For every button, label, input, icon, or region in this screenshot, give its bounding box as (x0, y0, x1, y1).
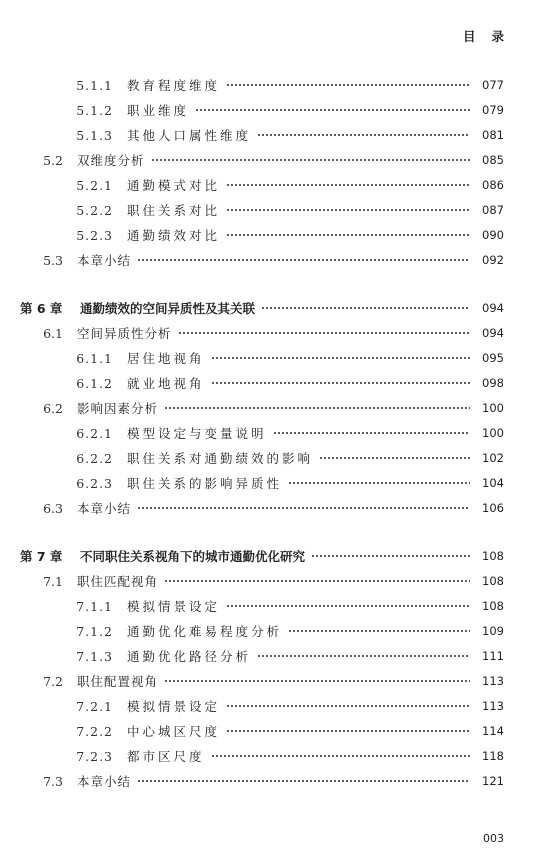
toc-entry-title: 职住配置视角 (77, 674, 159, 689)
page-number: 003 (483, 832, 504, 845)
toc-entry-number: 5.2.2 (76, 202, 113, 218)
toc-subsection-entry[interactable] (0, 621, 544, 641)
dot-leader (226, 208, 470, 212)
dot-leader (226, 704, 470, 708)
toc-entry-number: 7.3 (43, 773, 63, 789)
dot-leader (226, 729, 470, 733)
dot-leader (226, 604, 470, 608)
toc-subsection-entry[interactable] (0, 746, 544, 766)
dot-leader (195, 108, 470, 112)
dot-leader (319, 456, 470, 460)
toc-entry-page: 111 (482, 649, 504, 663)
toc-section-entry[interactable] (0, 323, 544, 343)
page-header-title: 目录 (462, 29, 520, 44)
toc-entry-title: 模型设定与变量说明 (127, 426, 267, 441)
toc-entry-number: 6.2.2 (76, 450, 113, 466)
toc-entry-page: 081 (482, 128, 504, 142)
toc-section-entry[interactable] (0, 671, 544, 691)
toc-entry-page: 100 (482, 426, 504, 440)
toc-entry-page: 098 (482, 376, 504, 390)
toc-subsection-entry[interactable] (0, 596, 544, 616)
dot-leader (226, 233, 470, 237)
toc-subsection-entry[interactable] (0, 200, 544, 220)
toc-entry-number: 5.1.3 (76, 127, 113, 143)
toc-subsection-entry[interactable] (0, 448, 544, 468)
toc-entry-page: 108 (482, 574, 504, 588)
dot-leader (261, 306, 470, 310)
toc-entry-page: 108 (482, 549, 504, 563)
toc-entry-page: 100 (482, 401, 504, 415)
toc-entry-number: 第 6 章 (20, 301, 63, 316)
toc-entry-page: 114 (482, 724, 504, 738)
toc-subsection-entry[interactable] (0, 348, 544, 368)
toc-entry-page: 113 (482, 674, 504, 688)
toc-entry-number: 6.2.1 (76, 425, 113, 441)
toc-entry-title: 职业维度 (127, 103, 190, 118)
toc-entry-page: 092 (482, 253, 504, 267)
toc-entry-number: 7.1.2 (76, 623, 113, 639)
toc-subsection-entry[interactable] (0, 225, 544, 245)
toc-entry-title: 职住关系的影响异质性 (127, 476, 283, 491)
toc-entry-number: 5.2.3 (76, 227, 113, 243)
toc-entry-title: 中心城区尺度 (127, 724, 221, 739)
toc-subsection-entry[interactable] (0, 100, 544, 120)
dot-leader (226, 183, 470, 187)
toc-chapter-entry[interactable] (0, 546, 544, 566)
dot-leader (178, 331, 470, 335)
toc-entry-number: 7.1.3 (76, 648, 113, 664)
toc-entry-number: 5.1.2 (76, 102, 113, 118)
toc-section-entry[interactable] (0, 250, 544, 270)
toc-entry-title: 其他人口属性维度 (127, 128, 252, 143)
toc-entry-page: 094 (482, 301, 504, 315)
dot-leader (288, 481, 470, 485)
toc-entry-number: 6.1.1 (76, 350, 113, 366)
toc-entry-page: 095 (482, 351, 504, 365)
toc-entry-page: 094 (482, 326, 504, 340)
toc-entry-number: 7.2.3 (76, 748, 113, 764)
toc-entry-page: 108 (482, 599, 504, 613)
toc-entry-title: 通勤优化难易程度分析 (127, 624, 283, 639)
toc-entry-page: 104 (482, 476, 504, 490)
toc-entry-number: 7.2.2 (76, 723, 113, 739)
toc-entry-page: 079 (482, 103, 504, 117)
dot-leader (137, 258, 470, 262)
toc-section-entry[interactable] (0, 571, 544, 591)
toc-entry-title: 模拟情景设定 (127, 699, 221, 714)
toc-entry-number: 6.3 (43, 500, 63, 516)
toc-entry-title: 都市区尺度 (127, 749, 205, 764)
toc-subsection-entry[interactable] (0, 696, 544, 716)
dot-leader (226, 83, 470, 87)
dot-leader (257, 133, 470, 137)
toc-entry-page: 085 (482, 153, 504, 167)
toc-entry-title: 职住匹配视角 (77, 574, 159, 589)
toc-entry-page: 087 (482, 203, 504, 217)
toc-entry-title: 双维度分析 (77, 153, 145, 168)
toc-entry-page: 102 (482, 451, 504, 465)
toc-entry-number: 6.1.2 (76, 375, 113, 391)
toc-entry-number: 6.2 (43, 400, 63, 416)
toc-entry-title: 通勤优化路径分析 (127, 649, 252, 664)
toc-entry-number: 6.2.3 (76, 475, 113, 491)
toc-section-entry[interactable] (0, 498, 544, 518)
toc-entry-number: 5.2.1 (76, 177, 113, 193)
dot-leader (257, 654, 470, 658)
toc-entry-title: 就业地视角 (127, 376, 205, 391)
dot-leader (211, 754, 470, 758)
toc-entry-title: 影响因素分析 (77, 401, 159, 416)
toc-entry-title: 通勤模式对比 (127, 178, 221, 193)
toc-entry-title: 本章小结 (77, 253, 132, 268)
toc-subsection-entry[interactable] (0, 125, 544, 145)
toc-entry-number: 5.1.1 (76, 77, 113, 93)
toc-entry-number: 7.1 (43, 573, 63, 589)
dot-leader (137, 506, 470, 510)
toc-entry-title: 职住关系对比 (127, 203, 221, 218)
toc-entry-title: 本章小结 (77, 501, 132, 516)
toc-entry-page: 106 (482, 501, 504, 515)
dot-leader (164, 406, 470, 410)
toc-entry-page: 090 (482, 228, 504, 242)
toc-entry-title: 模拟情景设定 (127, 599, 221, 614)
toc-section-entry[interactable] (0, 771, 544, 791)
dot-leader (311, 554, 470, 558)
dot-leader (137, 779, 470, 783)
toc-entry-title: 职住关系对通勤绩效的影响 (127, 451, 314, 466)
toc-entry-page: 077 (482, 78, 504, 92)
toc-entry-page: 086 (482, 178, 504, 192)
toc-subsection-entry[interactable] (0, 473, 544, 493)
toc-section-entry[interactable] (0, 398, 544, 418)
toc-entry-number: 7.2 (43, 673, 63, 689)
dot-leader (211, 381, 470, 385)
toc-entry-title: 通勤绩效对比 (127, 228, 221, 243)
toc-entry-page: 113 (482, 699, 504, 713)
toc-section-entry[interactable] (0, 150, 544, 170)
dot-leader (164, 679, 470, 683)
toc-entry-number: 5.3 (43, 252, 63, 268)
toc-subsection-entry[interactable] (0, 423, 544, 443)
toc-entry-title: 通勤绩效的空间异质性及其关联 (80, 301, 256, 316)
toc-chapter-entry[interactable] (0, 298, 544, 318)
dot-leader (164, 579, 470, 583)
dot-leader (151, 158, 470, 162)
toc-entry-number: 6.1 (43, 325, 63, 341)
toc-entry-number: 7.2.1 (76, 698, 113, 714)
toc-entry-page: 118 (482, 749, 504, 763)
toc-subsection-entry[interactable] (0, 373, 544, 393)
toc-entry-number: 7.1.1 (76, 598, 113, 614)
toc-entry-number: 第 7 章 (20, 549, 63, 564)
dot-leader (288, 629, 470, 633)
toc-entry-page: 121 (482, 774, 504, 788)
toc-entry-page: 109 (482, 624, 504, 638)
dot-leader (211, 356, 470, 360)
toc-subsection-entry[interactable] (0, 721, 544, 741)
toc-entry-title: 居住地视角 (127, 351, 205, 366)
toc-entry-title: 不同职住关系视角下的城市通勤优化研究 (80, 549, 306, 564)
toc-subsection-entry[interactable] (0, 75, 544, 95)
toc-subsection-entry[interactable] (0, 175, 544, 195)
toc-entry-title: 教育程度维度 (127, 78, 221, 93)
toc-subsection-entry[interactable] (0, 646, 544, 666)
dot-leader (273, 431, 470, 435)
toc-entry-title: 空间异质性分析 (77, 326, 172, 341)
toc-entry-title: 本章小结 (77, 774, 132, 789)
toc-entry-number: 5.2 (43, 152, 63, 168)
